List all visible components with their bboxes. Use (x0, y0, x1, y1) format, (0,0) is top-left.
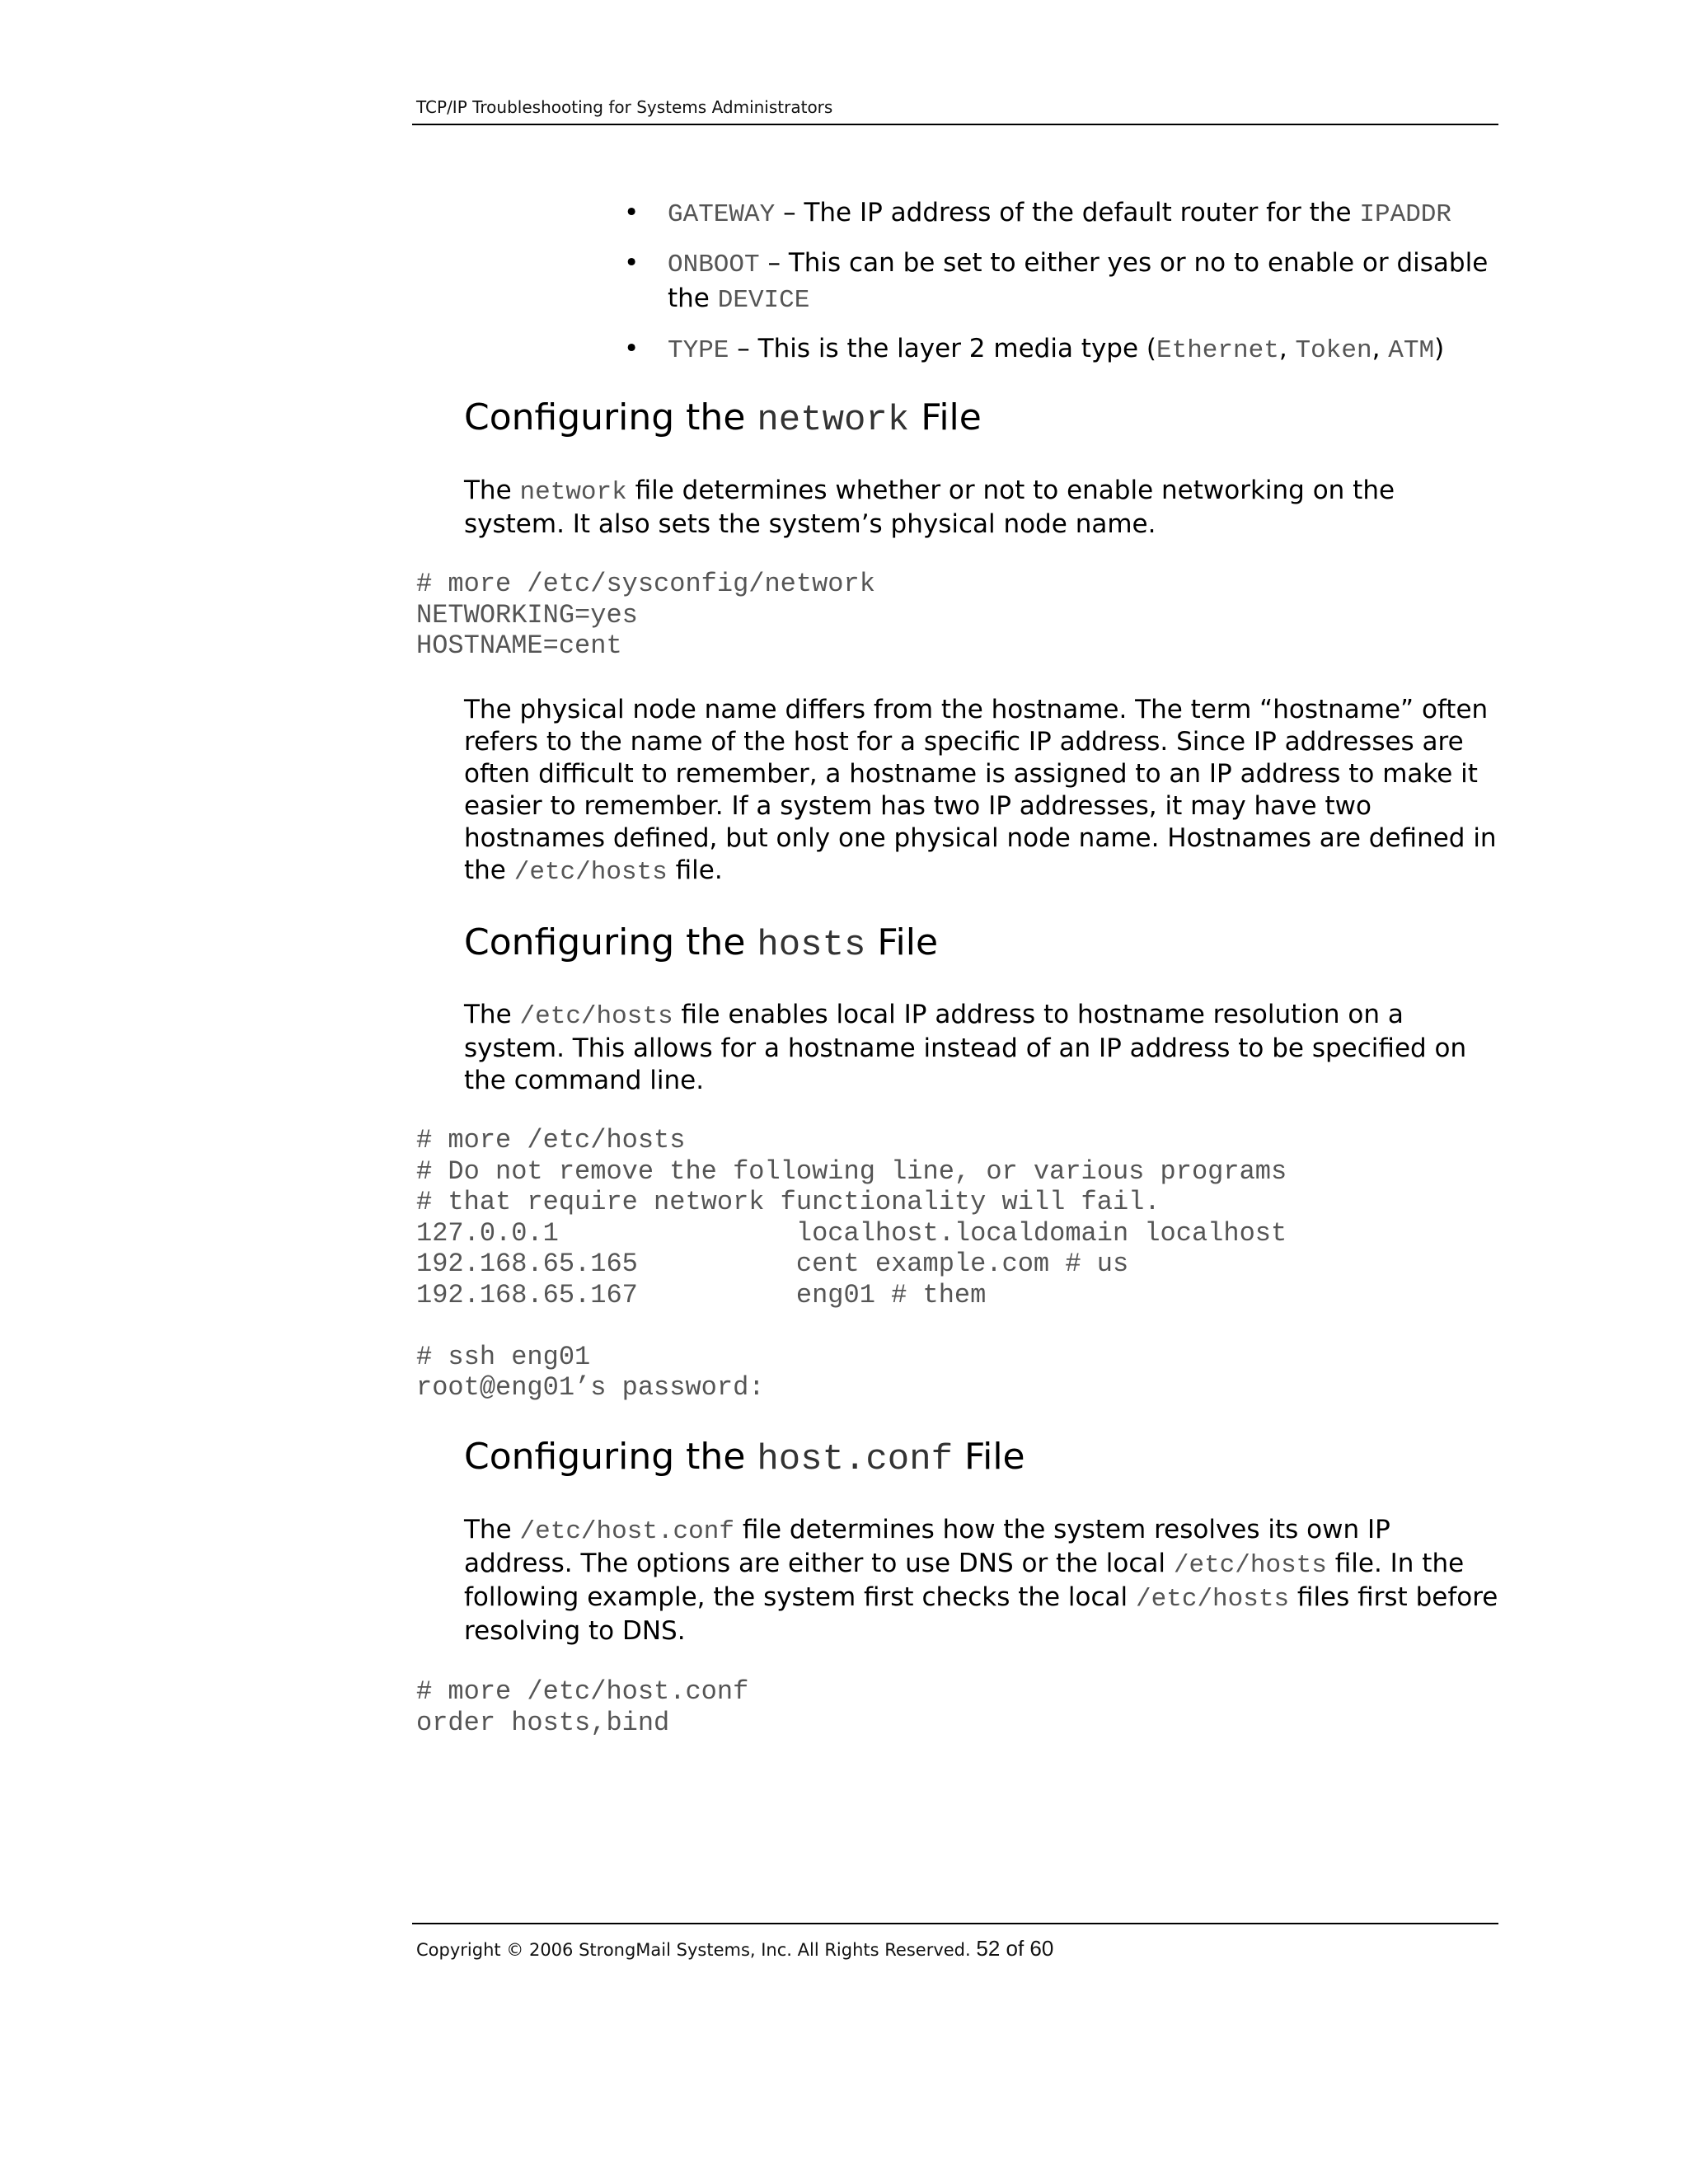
media-type: Ethernet (1156, 336, 1279, 365)
section-heading-network (464, 395, 982, 443)
heading-text: Configuring the (464, 921, 757, 963)
footer-divider (412, 1923, 1498, 1924)
code-block-hostconf: # more /etc/host.conf order hosts,bind (416, 1676, 749, 1738)
param-desc: – The IP address of the default router for the (775, 198, 1360, 227)
media-type: ATM (1388, 336, 1435, 365)
param-name: GATEWAY (668, 200, 776, 229)
paragraph-text: file determines whether or not to enable networking on the system. It also sets the system’s physical node name. (464, 476, 1395, 539)
header-divider (412, 124, 1498, 125)
paragraph-node-name (464, 694, 1503, 888)
paragraph-text: The (464, 1000, 520, 1029)
copyright-text: Copyright © 2006 StrongMail Systems, Inc. All Rights Reserved. (416, 1940, 971, 1960)
list-item (614, 332, 1504, 368)
paragraph-network-intro (464, 475, 1503, 541)
media-type: Token (1295, 336, 1372, 365)
paragraph-text: file. In the following example, the system first checks the local (464, 1549, 1465, 1612)
param-ref: IPADDR (1359, 200, 1452, 229)
separator: , (1372, 334, 1389, 363)
paragraph-text: The (464, 1515, 520, 1544)
code-block-hosts: # more /etc/hosts # Do not remove the following line, or various programs # that require network functionality will fail. 127.0.0.1 localhost.localdomain localhost 192.168.65.165 cent example.com # us 192.168.65.167 eng01 # them # ssh eng01 root@eng01’s password: (416, 1125, 1287, 1403)
inline-code: /etc/hosts (1173, 1551, 1327, 1580)
param-desc: – This can be set to either yes or no to enable or disable the (668, 248, 1489, 313)
heading-text: File (909, 396, 982, 438)
list-item (614, 196, 1504, 232)
parameter-bullet-list (614, 196, 1504, 382)
bullet-icon: • (624, 334, 640, 363)
inline-code: /etc/hosts (1136, 1585, 1290, 1614)
footer (416, 1936, 1053, 1961)
paragraph-text: files first before resolving to DNS. (464, 1582, 1498, 1646)
heading-text: File (865, 921, 939, 963)
heading-text: File (953, 1436, 1025, 1478)
inline-code: /etc/hosts (513, 858, 668, 887)
paragraph-text: The (464, 476, 520, 505)
section-heading-hosts (464, 920, 938, 968)
section-heading-hostconf (464, 1434, 1025, 1483)
paragraph-hostconf-intro (464, 1514, 1503, 1647)
paragraph-text: file enables local IP address to hostname resolution on a system. This allows for a hostname instead of an IP address to be specified on the command line. (464, 1000, 1467, 1095)
separator: , (1278, 334, 1296, 363)
code-block-network: # more /etc/sysconfig/network NETWORKING=yes HOSTNAME=cent (416, 569, 875, 661)
page-number: 52 of 60 (976, 1936, 1054, 1961)
bullet-icon: • (624, 248, 640, 278)
inline-code: /etc/host.conf (519, 1517, 734, 1546)
param-desc: – This is the layer 2 media type ( (729, 334, 1156, 363)
heading-code: host.conf (757, 1439, 954, 1480)
paragraph-hosts-intro (464, 999, 1503, 1097)
heading-code: hosts (757, 925, 866, 966)
inline-code: network (519, 478, 627, 507)
param-ref: DEVICE (717, 286, 810, 315)
running-header: TCP/IP Troubleshooting for Systems Administrators (416, 97, 833, 117)
heading-text: Configuring the (464, 396, 757, 438)
bullet-icon: • (624, 198, 640, 227)
heading-code: network (757, 400, 910, 441)
param-name: ONBOOT (668, 251, 760, 279)
paragraph-text: file. (667, 855, 723, 885)
inline-code: /etc/hosts (519, 1002, 673, 1031)
paragraph-text: The physical node name differs from the hostname. The term “hostname” often refers to the name of the host for a specific IP address. Since IP addresses are often difficult to remember, a hostname is assigned to an IP address to make it easier to remember. If a system has two IP addresses, it may have two hostnames defined, but only one physical node name. Hostnames are defined in the (464, 695, 1497, 885)
paragraph-text: file determines how the system resolves its own IP address. The options are either to use DNS or the local (464, 1515, 1390, 1578)
heading-text: Configuring the (464, 1436, 757, 1478)
param-name: TYPE (668, 336, 729, 365)
list-item (614, 246, 1504, 317)
paren-close: ) (1434, 334, 1445, 363)
